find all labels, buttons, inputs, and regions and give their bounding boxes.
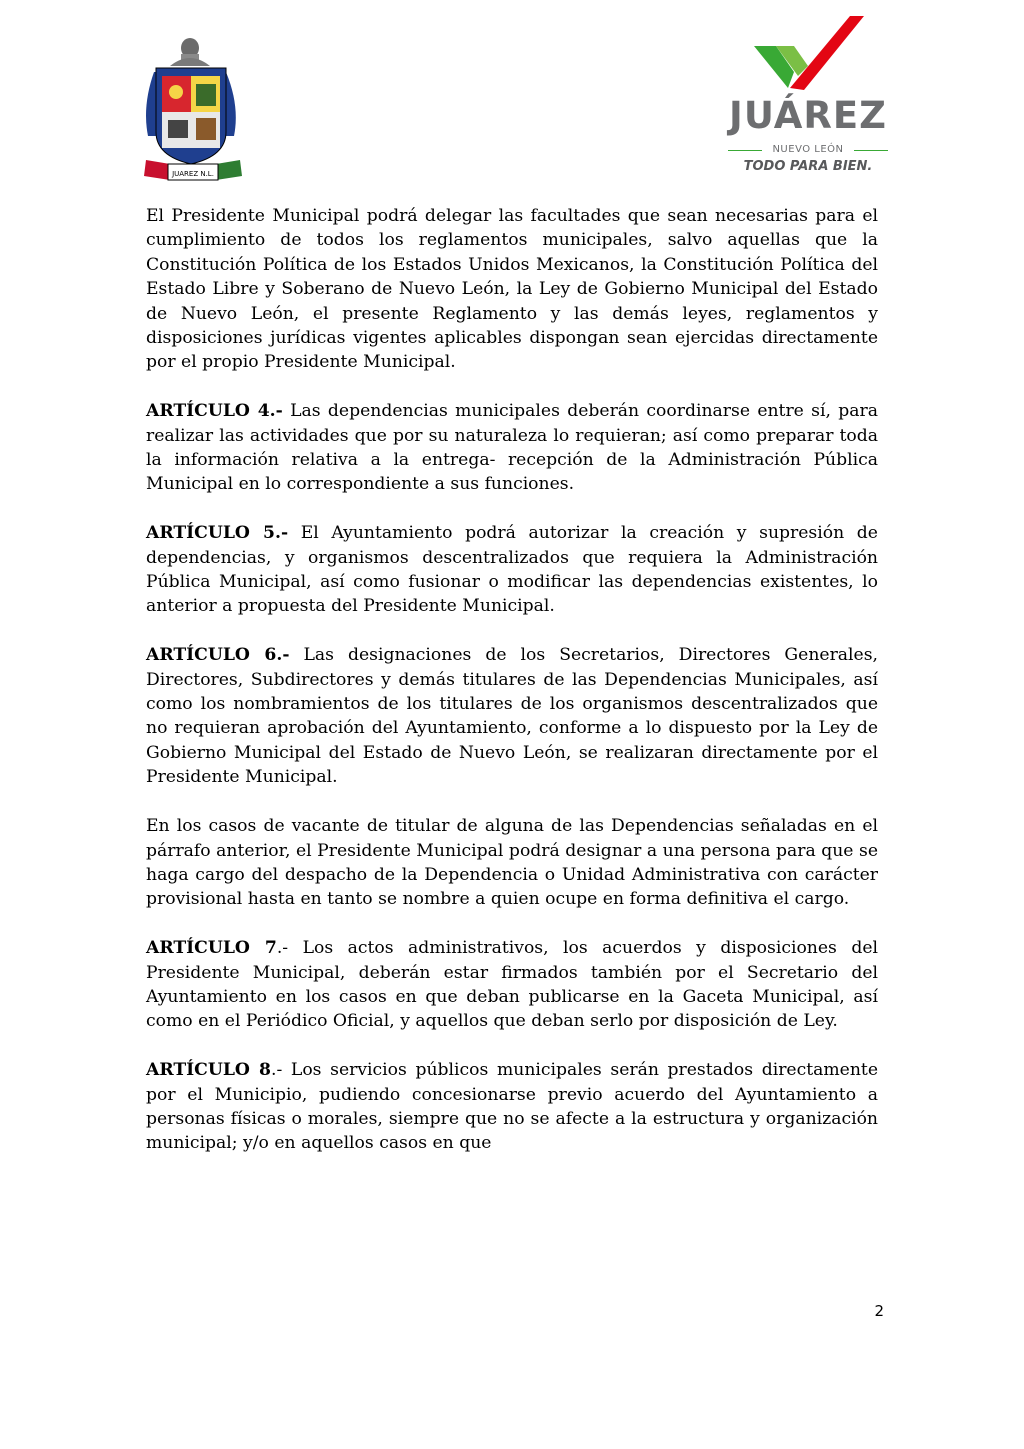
paragraph-text: El Ayuntamiento podrá autorizar la creación y supresión de dependencias, y organismos descentralizados que requiera la Administración Pública Municipal, así como fusionar o modificar las dependencias existentes, lo anterior a propuesta del Presidente Municipal. bbox=[146, 523, 878, 617]
paragraph-text: Las dependencias municipales deberán coordinarse entre sí, para realizar las actividades que por su naturaleza lo requieran; así como preparar toda la información relativa a la entrega- recepción de la Administración Pública Municipal en lo correspondiente a sus funciones. bbox=[146, 401, 878, 495]
paragraph bbox=[146, 399, 878, 497]
paragraph-text: El Presidente Municipal podrá delegar las facultades que sean necesarias para el cumplimiento de todos los reglamentos municipales, salvo aquellas que la Constitución Política de los Estados Unidos Mexicanos, la Constitución Política del Estado Libre y Soberano de Nuevo León, la Ley de Gobierno Municipal del Estado de Nuevo León, el presente Reglamento y las demás leyes, reglamentos y disposiciones jurídicas vigentes aplicables dispongan sean ejercidas directamente por el propio Presidente Municipal. bbox=[146, 206, 878, 373]
paragraph-text: Las designaciones de los Secretarios, Directores Generales, Directores, Subdirectores y demás titulares de las Dependencias Municipales, así como los nombramientos de los titulares de los organismos descentralizados que no requieran aprobación del Ayuntamiento, conforme a lo dispuesto por la Ley de Gobierno Municipal del Estado de Nuevo León, se realizaran directamente por el Presidente Municipal. bbox=[146, 645, 878, 788]
paragraph bbox=[146, 204, 878, 375]
juarez-check-mark-icon bbox=[754, 14, 864, 90]
paragraph-text: En los casos de vacante de titular de alguna de las Dependencias señaladas en el párrafo anterior, el Presidente Municipal podrá designar a una persona para que se haga cargo del despacho de la Dependencia o Unidad Administrativa con carácter provisional hasta en tanto se nombre a quien ocupe en forma definitiva el cargo. bbox=[146, 816, 878, 910]
paragraph-text: .- Los servicios públicos municipales serán prestados directamente por el Municipio, pudiendo concesionarse previo acuerdo del Ayuntamiento a personas físicas o morales, siempre que no se afecte a la estructura y organización municipal; y/o en aquellos casos en que bbox=[146, 1060, 878, 1154]
page-number: 2 bbox=[874, 1302, 884, 1320]
paragraph bbox=[146, 643, 878, 789]
logo-subtitle-row bbox=[718, 142, 898, 158]
paragraph-text: .- Los actos administrativos, los acuerdos y disposiciones del Presidente Municipal, deberán estar firmados también por el Secretario del Ayuntamiento en los casos en que deban publicarse en la Gaceta Municipal, así como en el Periódico Oficial, y aquellos que deban serlo por disposición de Ley. bbox=[146, 938, 878, 1032]
logo-subtitle: NUEVO LEÓN bbox=[772, 144, 844, 155]
emblem-motto: JUAREZ N.L. bbox=[172, 170, 214, 178]
municipal-coat-of-arms-icon bbox=[140, 36, 246, 186]
article-heading: ARTÍCULO 7 bbox=[146, 938, 277, 959]
paragraph bbox=[146, 936, 878, 1034]
article-heading: ARTÍCULO 8 bbox=[146, 1060, 271, 1081]
article-heading: ARTÍCULO 6.- bbox=[146, 645, 290, 666]
article-heading: ARTÍCULO 5.- bbox=[146, 523, 289, 544]
document-body bbox=[146, 204, 878, 1156]
paragraph bbox=[146, 521, 878, 619]
logo-divider-right bbox=[854, 150, 888, 151]
logo-slogan: TODO PARA BIEN. bbox=[743, 159, 873, 174]
article-heading: ARTÍCULO 4.- bbox=[146, 401, 283, 422]
paragraph bbox=[146, 1058, 878, 1156]
logo-name: JUÁREZ bbox=[729, 94, 887, 137]
juarez-logo bbox=[718, 14, 898, 176]
paragraph bbox=[146, 814, 878, 912]
